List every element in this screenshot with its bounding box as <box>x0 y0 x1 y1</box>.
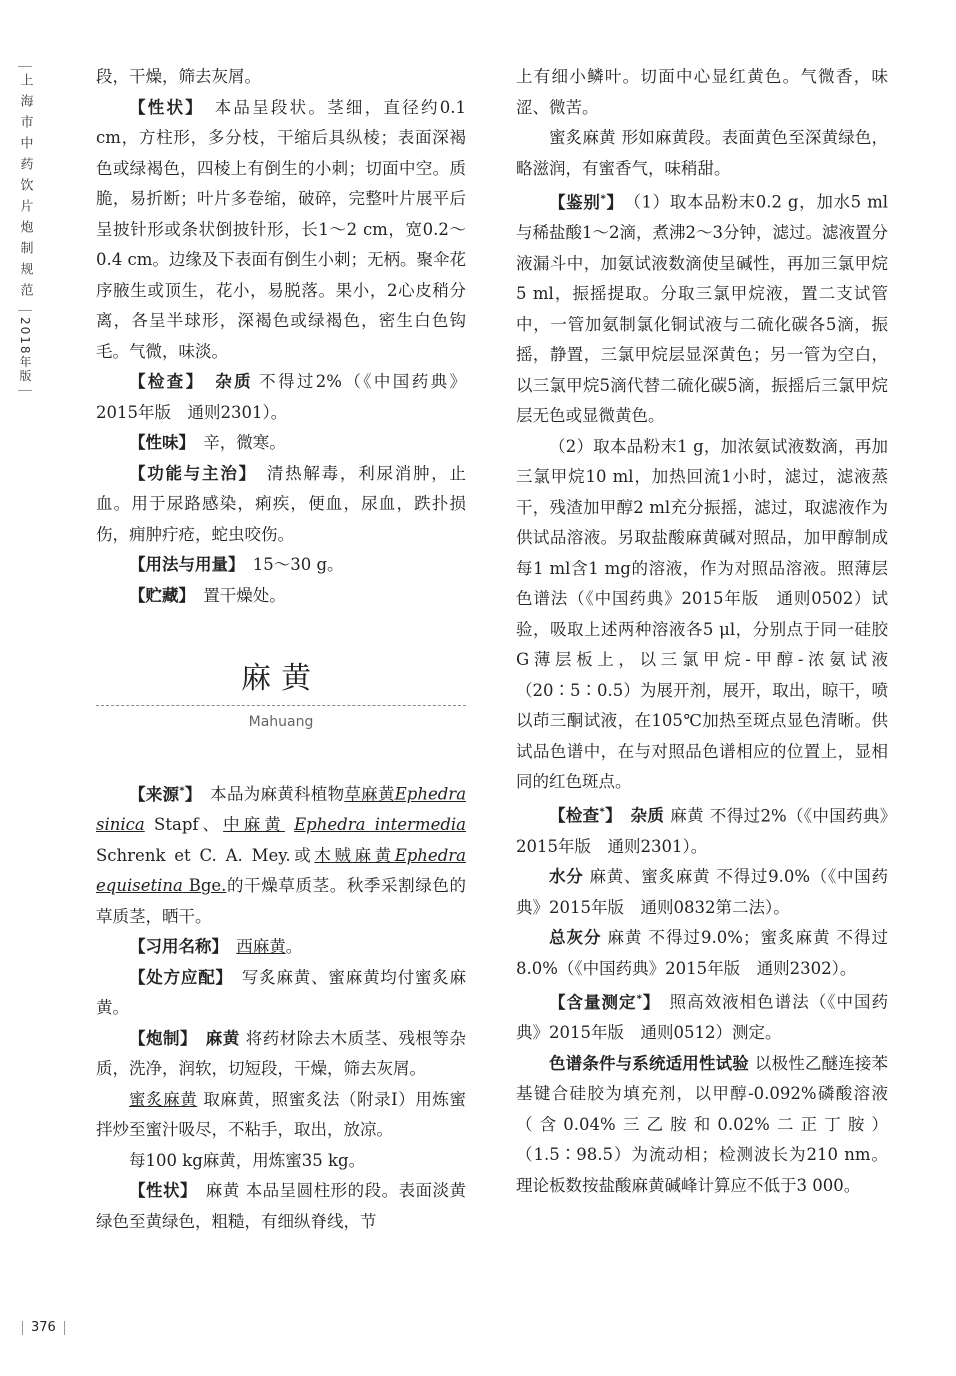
paragraph: 【贮藏】 置干燥处。 <box>129 585 286 605</box>
item-label: 蜜炙麻黄 <box>759 928 831 947</box>
paragraph: 【炮制】 麻黄 将药材除去木质茎、残根等杂质，洗净，润软，切短段，干燥，筛去灰屑。 <box>96 1028 467 1078</box>
paragraph: 【性状】 麻黄 本品呈圆柱形的段。表面淡黄绿色至黄绿色，粗糙，有细纵脊线，节 <box>96 1181 467 1231</box>
item-label: 色谱条件与系统适用性试验 <box>549 1053 749 1073</box>
header-rule-top <box>18 66 32 67</box>
item-label: 蜜炙麻黄 <box>129 1089 198 1109</box>
item-label: 麻黄 <box>670 806 704 825</box>
paragraph: 蜜炙麻黄 取麻黄，照蜜炙法（附录Ⅰ）用炼蜜拌炒至蜜汁吸尽，不粘手，取出，放凉。 <box>96 1089 466 1139</box>
edition-year: 2018年版 <box>18 317 32 384</box>
paragraph: 【检查】 杂质 不得过2%（《中国药典》2015年版 通则2301）。 <box>96 372 467 422</box>
paragraph: 蜜炙麻黄 形如麻黄段。表面黄色至深黄绿色，略滋润，有蜜香气，味稍甜。 <box>516 128 889 178</box>
item-label: 麻黄 <box>205 1028 240 1048</box>
section-label: 【检查】 <box>129 372 197 391</box>
monograph-pinyin: Mahuang <box>248 714 314 730</box>
item-label: 水分 <box>549 867 584 886</box>
left-column <box>96 62 466 1237</box>
paragraph: （2）取本品粉末1 g，加浓氨试液数滴，再加三氯甲烷10 ml，加热回流1小时，滤过，滤液蒸干，残渣加甲醇2 ml充分振摇，滤过，取滤液作为供试品溶液。另取盐酸麻黄碱对照品，加甲醇制成每1 ml含1 mg的溶液，作为对照品溶液。照薄层色谱法（《中国药典》2015年版 通则0502）试验，吸取上述两种溶液各5 μl，分别点于同一硅胶G薄层板上，以三氯甲烷-甲醇-浓氨试液（20∶5∶0.5）为展开剂，展开，取出，晾干，喷以茚三酮试液，在105℃加热至斑点显色清晰。供试品色谱中，在与对照品色谱相应的位置上，显相同的红色斑点。 <box>516 436 888 791</box>
section-label: 【处方应配】 <box>129 967 225 987</box>
title-rule <box>96 705 466 706</box>
section-label: 【功能与主治】 <box>129 463 249 483</box>
section-label: 【用法与用量】 <box>129 555 237 574</box>
section-label: 【鉴别*】 <box>549 192 616 212</box>
item-label: 麻黄、蜜炙麻黄 <box>589 867 711 886</box>
paragraph: 【功能与主治】 清热解毒，利尿消肿，止血。用于尿路感染，痢疾，便血，尿血，跌扑损伤，痈肿疔疮，蛇虫咬伤。 <box>96 463 467 544</box>
paragraph: 【习用名称】 西麻黄。 <box>129 937 303 956</box>
section-label: 【含量测定*】 <box>549 992 653 1012</box>
header-rule-bottom <box>18 390 32 391</box>
paragraph: 段，干燥，筛去灰屑。 <box>96 67 261 86</box>
footer-rule <box>64 1321 65 1335</box>
section-label: 【性状】 <box>129 97 196 117</box>
item-label: 杂质 <box>215 372 254 391</box>
header-rule-middle <box>18 310 32 311</box>
paragraph: 【检查*】 杂质 麻黄 不得过2%（《中国药典》2015年版 通则2301）。 <box>516 806 889 856</box>
monograph-title-block <box>96 657 466 732</box>
page-footer <box>14 1320 73 1335</box>
item-label: 总灰分 <box>549 928 602 947</box>
section-label: 【性味】 <box>129 433 187 452</box>
paragraph: 上有细小鳞叶。切面中心显红黄色。气微香，味涩、微苦。 <box>516 67 888 117</box>
section-label: 【来源*】 <box>129 784 194 804</box>
book-title: 上海市中药饮片炮制规范 <box>17 73 33 304</box>
item-label: 麻黄 <box>205 1181 240 1200</box>
paragraph: 【用法与用量】 15～30 g。 <box>129 555 344 574</box>
paragraph: 【来源*】 本品为麻黄科植物草麻黄Ephedra sinica Stapf、中麻黄 Ephedra intermedia Schrenk et C. A. Mey.或木贼麻黄Ephedra equisetina Bge.的干燥草质茎。秋季采割绿色的草质茎，晒干。 <box>96 784 467 926</box>
right-column <box>516 62 888 1201</box>
running-header <box>14 60 36 397</box>
section-label: 【性状】 <box>129 1181 189 1200</box>
paragraph: 总灰分 麻黄 不得过9.0%；蜜炙麻黄 不得过8.0%（《中国药典》2015年版 通则2302）。 <box>516 928 889 978</box>
paragraph: 【含量测定*】 照高效液相色谱法（《中国药典》2015年版 通则0512）测定。 <box>516 992 889 1042</box>
section-label: 【检查*】 <box>549 806 614 825</box>
monograph-title: 麻黄 <box>241 661 321 696</box>
section-label: 【贮藏】 <box>129 585 187 605</box>
paragraph: 【性状】 本品呈段状。茎细，直径约0.1 cm，方柱形，多分枝，干缩后具纵棱；表面深褐色或绿褐色，四棱上有倒生的小刺；切面中空。质脆，易折断；叶片多卷缩，破碎，完整叶片展平后呈披针形或条状倒披针形，长1～2 cm，宽0.2～0.4 cm。边缘及下表面有倒生小刺；无柄。聚伞花序腋生或顶生，花小，易脱落。果小，2心皮稍分离，各呈半球形，深褐色或绿褐色，密生白色钩毛。气微，味淡。 <box>96 97 466 361</box>
section-label: 【习用名称】 <box>129 937 220 956</box>
page-number: 376 <box>31 1320 56 1335</box>
paragraph: 【性味】 辛，微寒。 <box>129 433 286 452</box>
item-label: 蜜炙麻黄 <box>549 128 616 147</box>
paragraph: 【鉴别*】 （1）取本品粉末0.2 g，加水5 ml与稀盐酸1～2滴，煮沸2～3分钟，滤过。滤液置分液漏斗中，加氨试液数滴使呈碱性，再加三氯甲烷5 ml，振摇提取。分取三氯甲烷液，置二支试管中，一管加氨制氯化铜试液与二硫化碳各5滴，振摇，静置，三氯甲烷层显深黄色；另一管为空白，以三氯甲烷5滴代替二硫化碳5滴，振摇后三氯甲烷层无色或显微黄色。 <box>516 192 889 425</box>
item-label: 麻黄 <box>607 928 643 947</box>
item-label: 杂质 <box>630 806 665 825</box>
paragraph: 色谱条件与系统适用性试验 以极性乙醚连接苯基键合硅胶为填充剂，以甲醇-0.092%磷酸溶液（含0.04%三乙胺和0.02%二正丁胺）（1.5∶98.5）为流动相；检测波长为210 nm。理论板数按盐酸麻黄碱峰计算应不低于3 000。 <box>516 1053 889 1195</box>
section-label: 【炮制】 <box>129 1028 189 1048</box>
paragraph: 每100 kg麻黄，用炼蜜35 kg。 <box>129 1150 366 1170</box>
footer-rule <box>22 1321 23 1335</box>
paragraph: 水分 麻黄、蜜炙麻黄 不得过9.0%（《中国药典》2015年版 通则0832第二法）。 <box>516 867 889 917</box>
paragraph: 【处方应配】 写炙麻黄、蜜麻黄均付蜜炙麻黄。 <box>96 967 467 1017</box>
